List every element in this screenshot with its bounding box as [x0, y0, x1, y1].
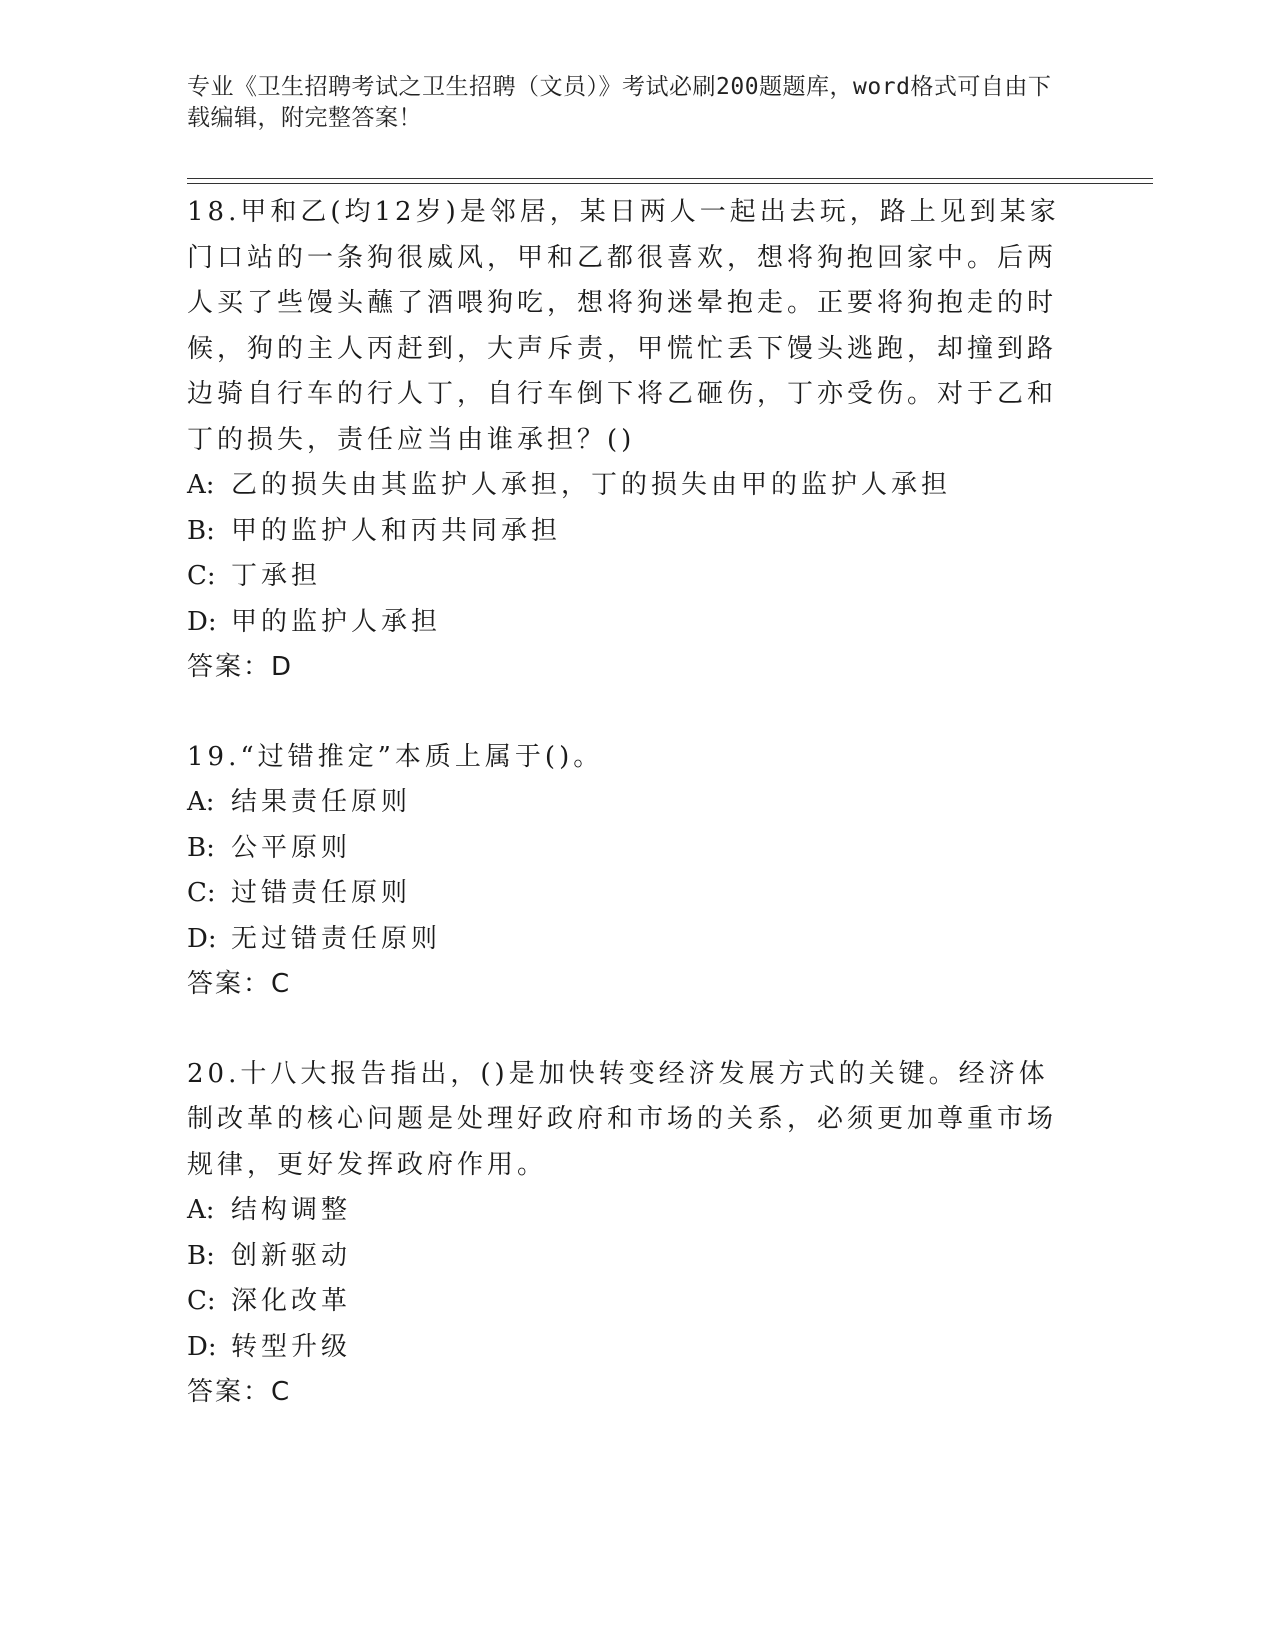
option-letter: A: [187, 1195, 215, 1225]
option-a [187, 1188, 1067, 1234]
option-letter: A: [187, 470, 215, 500]
option-d [187, 1325, 1067, 1371]
option-text: 深化改革 [231, 1286, 352, 1316]
option-b [187, 826, 1067, 872]
option-letter: A: [187, 787, 215, 817]
option-letter: D: [187, 606, 217, 637]
option-text: 丁承担 [231, 561, 322, 591]
option-b [187, 509, 1067, 555]
question-stem: 20.十八大报告指出，()是加快转变经济发展方式的关键。经济体制改革的核心问题是处理好政府和市场的关系，必须更加尊重市场规律，更好发挥政府作用。 [187, 1058, 1058, 1180]
question-20 [187, 1052, 1067, 1416]
option-c [187, 554, 1067, 600]
option-text: 结果责任原则 [231, 787, 412, 817]
question-spacer [187, 691, 1067, 735]
option-text: 过错责任原则 [231, 878, 412, 908]
answer-line: 答案：C [187, 1377, 292, 1407]
option-a [187, 780, 1067, 826]
option-text: 转型升级 [231, 1331, 352, 1362]
question-19 [187, 735, 1067, 1008]
option-text: 结构调整 [231, 1195, 352, 1225]
option-c [187, 1279, 1067, 1325]
option-c [187, 871, 1067, 917]
option-letter: B: [187, 832, 215, 863]
answer-line: 答案：D [187, 652, 294, 682]
header-divider-bottom [187, 183, 1153, 184]
option-letter: C: [187, 1286, 216, 1316]
option-text: 公平原则 [231, 832, 352, 863]
option-d [187, 600, 1067, 646]
question-stem: 19.“过错推定”本质上属于()。 [187, 741, 604, 772]
option-letter: B: [187, 515, 215, 546]
option-text: 甲的监护人承担 [231, 606, 442, 637]
option-text: 创新驱动 [231, 1240, 352, 1271]
option-letter: B: [187, 1240, 215, 1271]
question-list [187, 190, 1067, 1416]
header-divider-top [187, 178, 1153, 179]
option-letter: C: [187, 878, 216, 908]
question-spacer [187, 1008, 1067, 1052]
answer-line: 答案：C [187, 969, 292, 999]
option-a [187, 463, 1067, 509]
document-header: 专业《卫生招聘考试之卫生招聘（文员）》考试必刷200题题库，word格式可自由下载编辑，附完整答案！ [187, 74, 1052, 131]
question-stem: 18.甲和乙(均12岁)是邻居，某日两人一起出去玩，路上见到某家门口站的一条狗很威风，甲和乙都很喜欢，想将狗抱回家中。后两人买了些馒头蘸了酒喂狗吃，想将狗迷晕抱走。正要将狗抱走的时候，狗的主人丙赶到，大声斥责，甲慌忙丢下馒头逃跑，却撞到路边骑自行车的行人丁，自行车倒下将乙砸伤，丁亦受伤。对于乙和丁的损失，责任应当由谁承担？() [187, 197, 1060, 455]
option-text: 无过错责任原则 [231, 923, 442, 954]
option-text: 甲的监护人和丙共同承担 [231, 515, 562, 546]
option-letter: C: [187, 561, 216, 591]
option-b [187, 1234, 1067, 1280]
option-d [187, 917, 1067, 963]
option-letter: D: [187, 1331, 217, 1362]
question-18 [187, 190, 1067, 691]
option-letter: D: [187, 923, 217, 954]
option-text: 乙的损失由其监护人承担，丁的损失由甲的监护人承担 [231, 470, 952, 500]
